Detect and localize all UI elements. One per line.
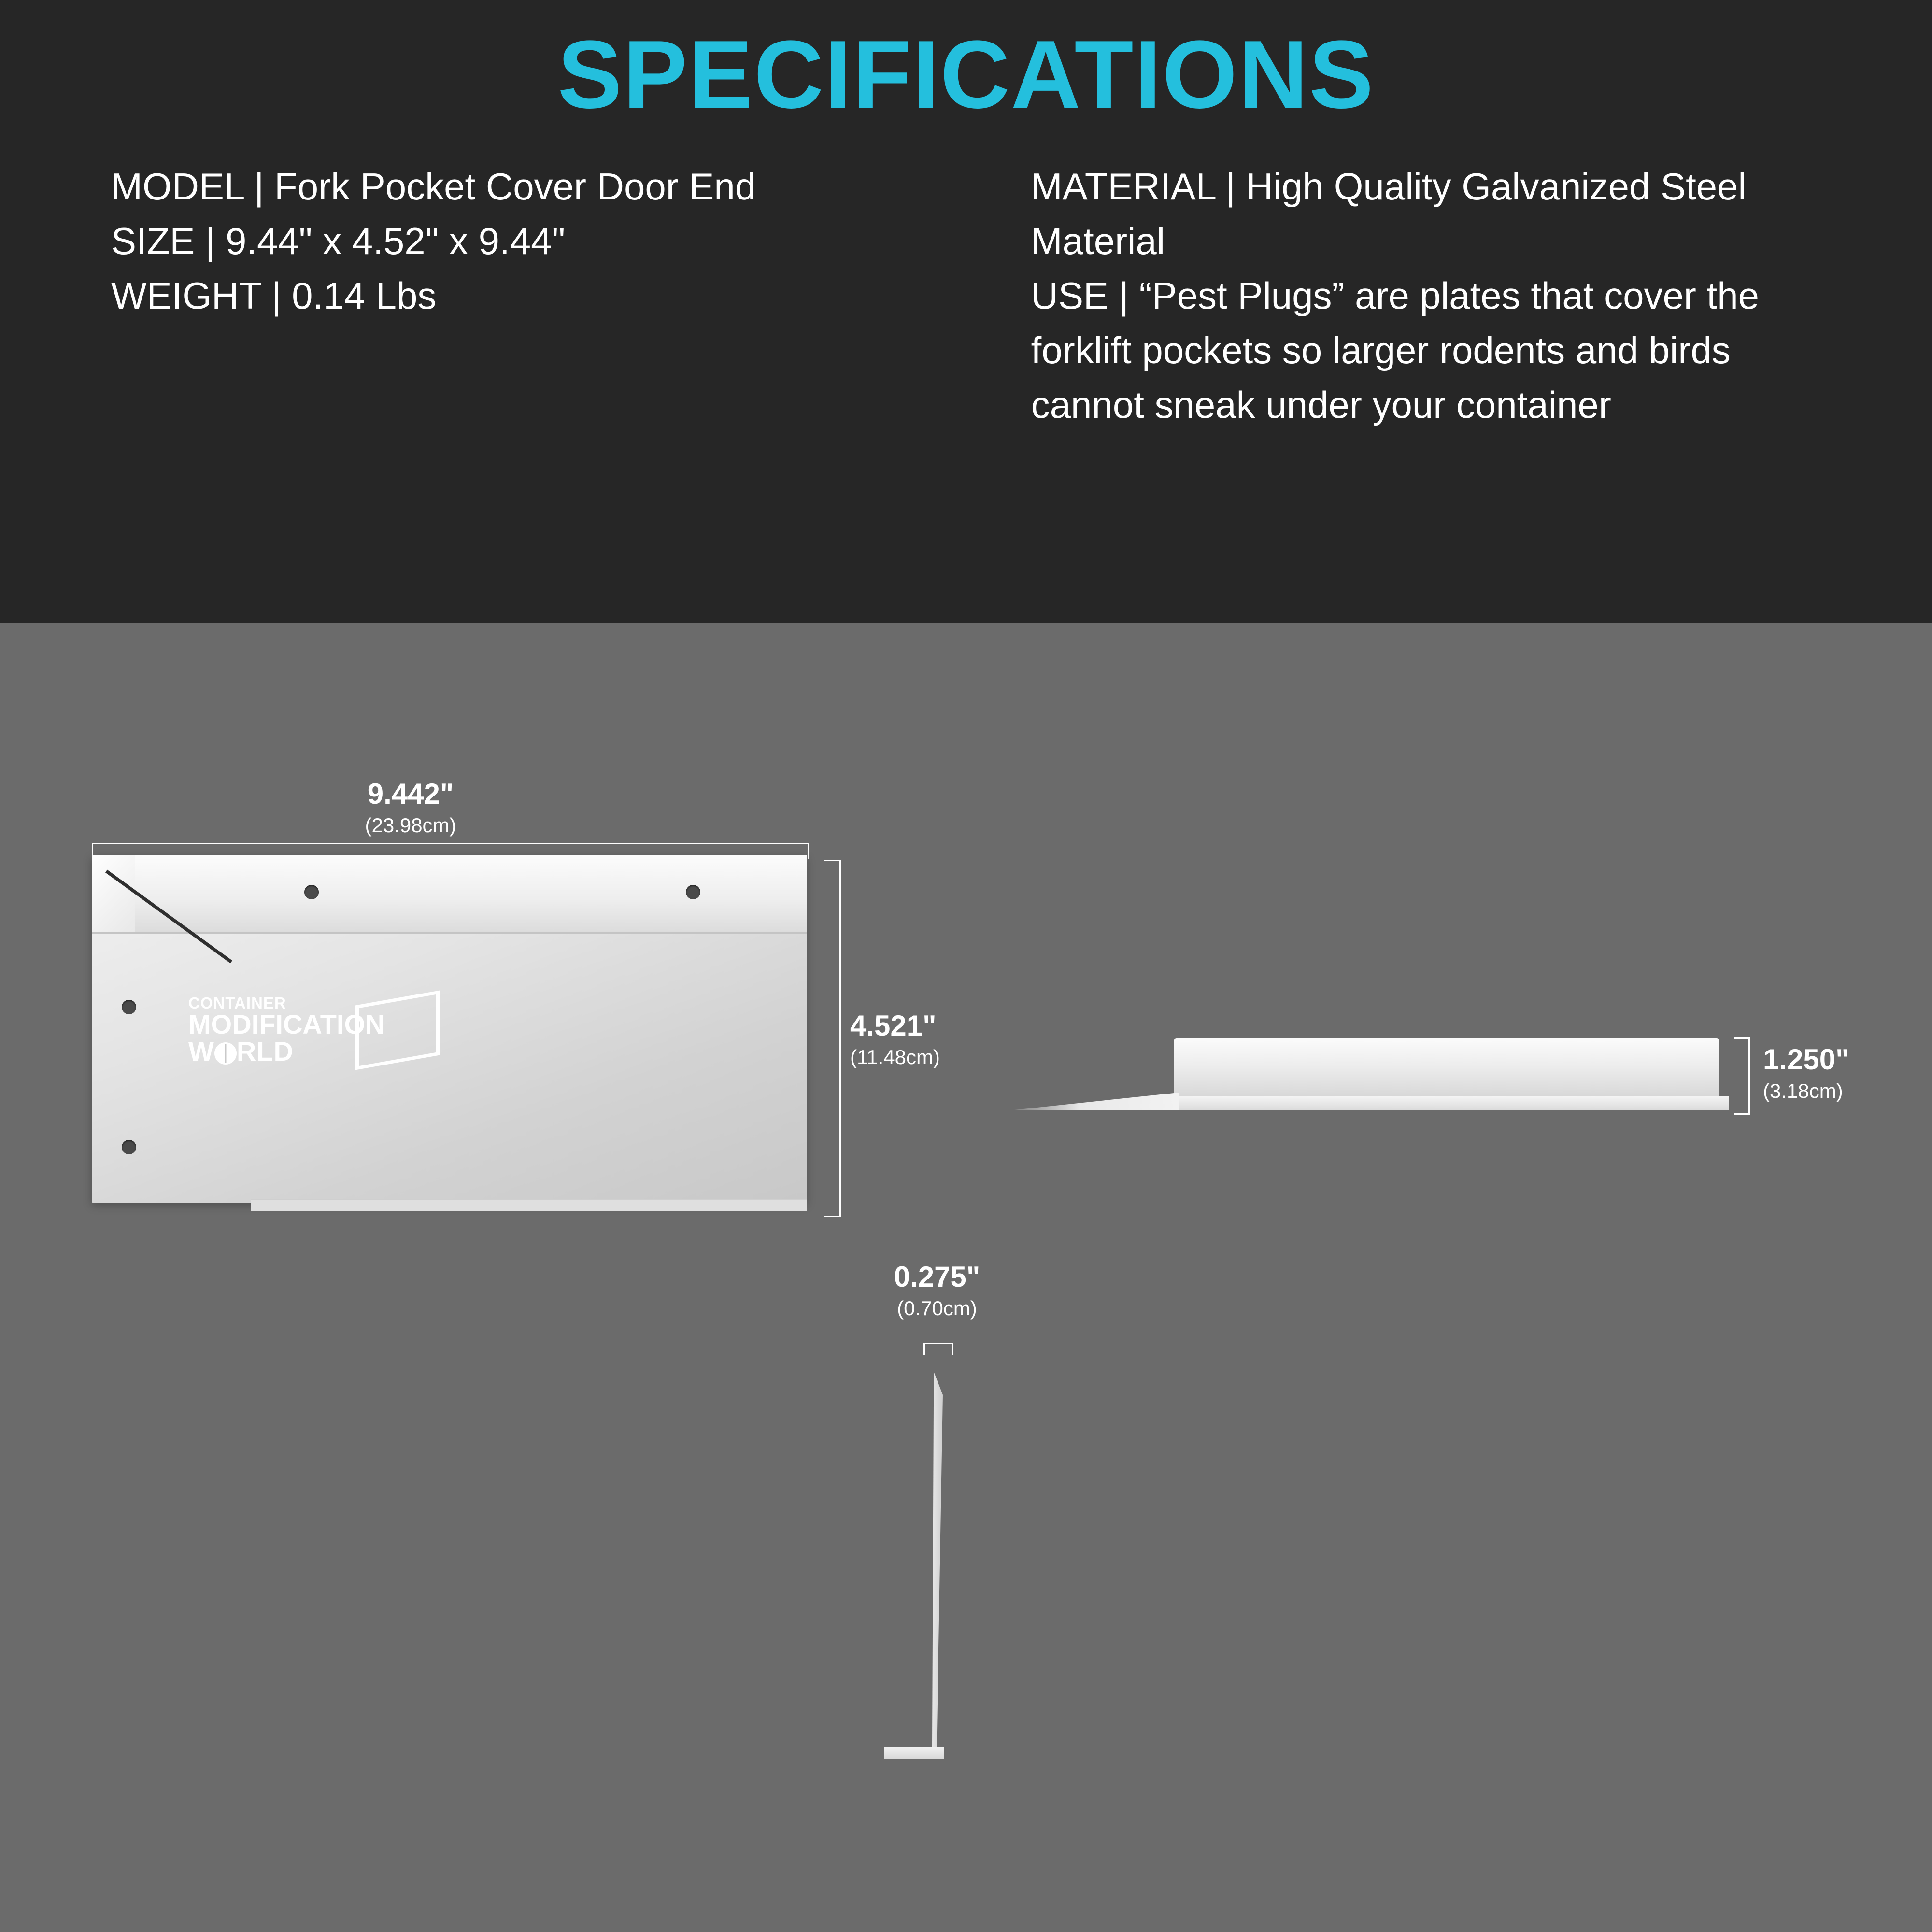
edge-view-profile [926,1372,943,1758]
brand-line-2: MODIFICATION [188,1009,385,1039]
thickness-bracket-tick-right [952,1343,953,1355]
mounting-hole-left-1 [122,1000,136,1014]
dimension-width-inches: 9.442" [367,778,454,810]
spec-weight-line: WEIGHT | 0.14 Lbs [111,274,437,317]
edge-view-foot [884,1747,944,1759]
dimension-thickness-metric: (0.70cm) [897,1297,977,1320]
height-bracket-tick-top [824,860,840,861]
brand-logo [188,995,440,1067]
mounting-hole-top-2 [686,885,700,899]
width-bracket-line [92,843,809,844]
spec-column-right [1031,159,1821,432]
brand-line-3-before: W [188,1036,214,1066]
depth-bracket-line [1748,1037,1750,1115]
spec-model-line: MODEL | Fork Pocket Cover Door End [111,165,756,208]
dimension-height-inches: 4.521" [850,1009,937,1042]
brand-line-3-after: RLD [236,1036,294,1066]
brand-line-1: CONTAINER [188,994,286,1012]
side-view-flange [1174,1096,1729,1110]
dimension-width [309,778,512,837]
dimension-width-metric: (23.98cm) [365,814,456,837]
mounting-hole-left-2 [122,1140,136,1154]
height-bracket-line [839,860,841,1217]
thickness-bracket-tick-left [923,1343,925,1355]
dimension-height-metric: (11.48cm) [850,1046,940,1069]
spec-material-line: MATERIAL | High Quality Galvanized Steel Material [1031,165,1747,263]
side-view-block [1174,1038,1719,1096]
page-title: SPECIFICATIONS [557,21,1375,128]
diagram-area [0,623,1932,1932]
dimension-thickness [836,1261,1038,1320]
spec-columns [0,159,1932,432]
specifications-header [0,0,1932,623]
front-view-bottom-step [251,1199,807,1211]
depth-bracket-tick-top [1734,1037,1749,1039]
spec-size-line: SIZE | 9.44" x 4.52" x 9.44" [111,220,566,263]
thickness-bracket-line [923,1343,953,1344]
dimension-thickness-inches: 0.275" [894,1261,980,1293]
dimension-depth [1763,1043,1927,1102]
dimension-depth-inches: 1.250" [1763,1043,1849,1076]
spec-column-left [111,159,1031,432]
front-view-drawing [92,855,816,1212]
globe-icon [214,1042,237,1065]
front-view-corner-bevel [92,855,135,932]
dimension-depth-metric: (3.18cm) [1763,1080,1843,1103]
side-view-taper [1014,1093,1179,1110]
mounting-hole-top-1 [304,885,319,899]
side-view-drawing [1014,1038,1739,1135]
front-view-body [92,855,807,1203]
depth-bracket-tick-bottom [1734,1113,1749,1115]
height-bracket-tick-bottom [824,1216,840,1217]
spec-use-line: USE | “Pest Plugs” are plates that cover the forklift pockets so larger rodents and birds cannot sneak under your container [1031,274,1759,426]
edge-view-drawing [869,1372,1024,1782]
